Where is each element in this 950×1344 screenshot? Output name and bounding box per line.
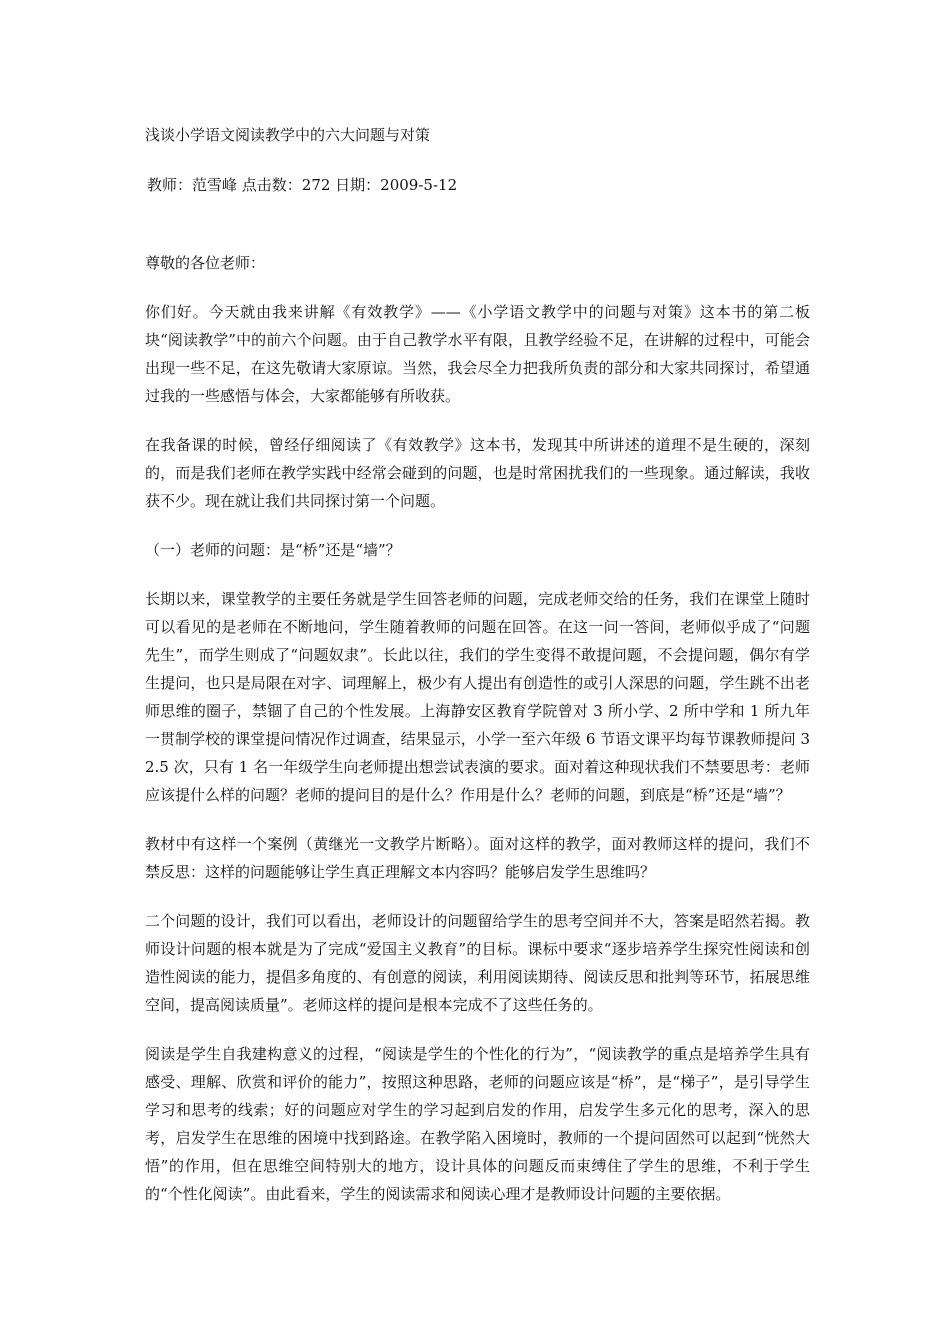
paragraph-section-2: 教材中有这样一个案例（黄继光一文教学片断略）。面对这样的教学，面对教师这样的提问，我们不禁反思：这样的问题能够让学生真正理解文本内容吗？能够启发学生思维吗？ <box>145 835 810 881</box>
salutation: 尊敬的各位老师： <box>145 254 266 272</box>
document-title: 浅谈小学语文阅读教学中的六大问题与对策 <box>145 126 431 144</box>
paragraph-preparation: 在我备课的时候，曾经仔细阅读了《有效教学》这本书，发现其中所讲述的道理不是生硬的，深刻的，而是我们老师在教学实践中经常会碰到的问题，也是时常困扰我们的一些现象。通过解读，我收获不少。现在就让我们共同探讨第一个问题。 <box>145 436 810 510</box>
article-meta: 教师：范雪峰 点击数：272 日期：2009-5-12 <box>147 176 458 194</box>
paragraph-section-4: 阅读是学生自我建构意义的过程，“阅读是学生的个性化的行为”，“阅读教学的重点是培养学生具有感受、理解、欣赏和评价的能力”，按照这种思路，老师的问题应该是“桥”，是“梯子”，是引导学生学习和思考的线索；好的问题应对学生的学习起到启发的作用，启发学生多元化的思考，深入的思考，启发学生在思维的困境中找到路途。在教学陷入困境时，教师的一个提问固然可以起到“恍然大悟”的作用，但在思维空间特别大的地方，设计具体的问题反而束缚住了学生的思维，不利于学生的“个性化阅读”。由此看来，学生的阅读需求和阅读心理才是教师设计问题的主要依据。 <box>145 1045 810 1203</box>
paragraph-section-1: 长期以来，课堂教学的主要任务就是学生回答老师的问题，完成老师交给的任务，我们在课堂上随时可以看见的是老师在不断地问，学生随着教师的问题在回答。在这一问一答间，老师似乎成了“问题先生”，而学生则成了“问题奴隶”。长此以往，我们的学生变得不敢提问题，不会提问题，偶尔有学生提问，也只是局限在对字、词理解上，极少有人提出有创造性的或引人深思的问题，学生跳不出老师思维的圈子，禁锢了自己的个性发展。上海静安区教育学院曾对 3 所小学、2 所中学和 1 所九年一贯制学校的课堂提问情况作过调查，结果显示，小学一至六年级 6 节语文课平均每节课教师提问 32.5 次，只有 1 名一年级学生向老师提出想尝试表演的要求。面对着这种现状我们不禁要思考：老师应该提什么样的问题？老师的提问目的是什么？作用是什么？老师的问题，到底是“桥”还是“墙”？ <box>145 590 810 804</box>
paragraph-intro: 你们好。今天就由我来讲解《有效教学》——《小学语文教学中的问题与对策》这本书的第二板块“阅读教学”中的前六个问题。由于自己教学水平有限，且教学经验不足，在讲解的过程中，可能会出现一些不足，在这先敬请大家原谅。当然，我会尽全力把我所负责的部分和大家共同探讨，希望通过我的一些感悟与体会，大家都能够有所收获。 <box>145 303 810 405</box>
paragraph-section-3: 二个问题的设计，我们可以看出，老师设计的问题留给学生的思考空间并不大，答案是昭然若揭。教师设计问题的根本就是为了完成“爱国主义教育”的目标。课标中要求“逐步培养学生探究性阅读和创造性阅读的能力，提倡多角度的、有创意的阅读，利用阅读期待、阅读反思和批判等环节，拓展思维空间，提高阅读质量”。老师这样的提问是根本完成不了这些任务的。 <box>145 912 810 1014</box>
section-heading: （一）老师的问题：是“桥”还是“墙”？ <box>145 541 401 559</box>
document-page <box>145 121 810 1208</box>
